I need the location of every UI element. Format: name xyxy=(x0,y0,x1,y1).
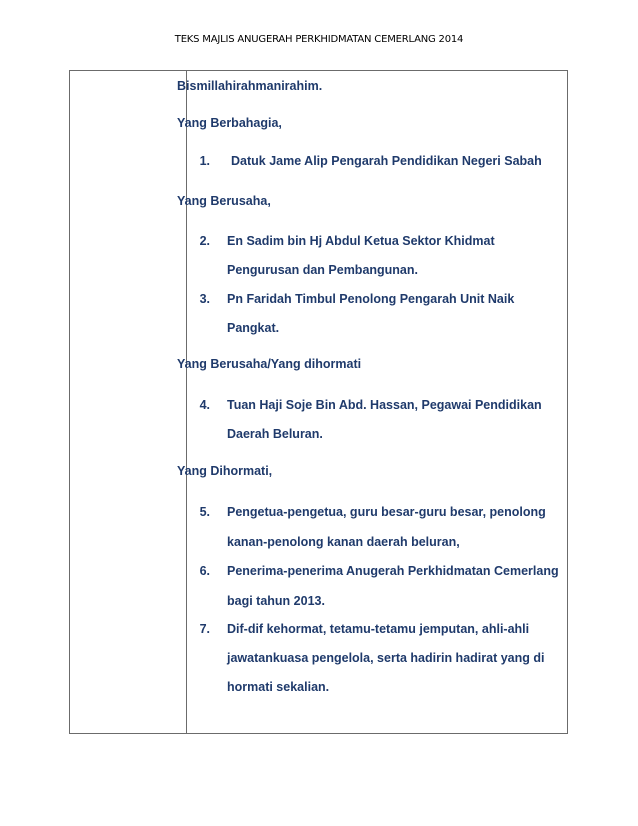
list-number: 3. xyxy=(199,292,210,306)
list-number: 4. xyxy=(199,398,210,412)
list-text: Pn Faridah Timbul Penolong Pengarah Unit Naik xyxy=(227,292,515,306)
list-number: 7. xyxy=(199,622,210,636)
list-text: Tuan Haji Soje Bin Abd. Hassan, Pegawai Pendidikan xyxy=(227,398,542,412)
column-divider xyxy=(186,71,187,733)
list-text: En Sadim bin Hj Abdul Ketua Sektor Khidmat xyxy=(227,234,495,248)
list-text: Datuk Jame Alip Pengarah Pendidikan Negeri Sabah xyxy=(231,154,542,168)
list-number: 1. xyxy=(199,154,210,168)
list-item-6-cont: bagi tahun 2013. xyxy=(227,594,325,608)
list-text: Pengetua-pengetua, guru besar-guru besar, penolong xyxy=(227,505,546,519)
list-item-2-cont: Pengurusan dan Pembangunan. xyxy=(227,263,418,277)
list-number: 6. xyxy=(199,564,210,578)
page-header: TEKS MAJLIS ANUGERAH PERKHIDMATAN CEMERLANG 2014 xyxy=(174,34,464,45)
greeting-dihormati: Yang Dihormati, xyxy=(177,464,273,478)
list-text: Dif-dif kehormat, tetamu-tetamu jemputan, ahli-ahli xyxy=(227,622,530,636)
list-item-3-cont: Pangkat. xyxy=(227,321,280,335)
speech-table xyxy=(69,70,568,734)
opening-line: Bismillahirahmanirahim. xyxy=(177,79,323,93)
list-item-7-cont: hormati sekalian. xyxy=(227,680,330,694)
greeting-berusaha-dihormati: Yang Berusaha/Yang dihormati xyxy=(177,357,362,371)
greeting-berbahagia: Yang Berbahagia, xyxy=(177,116,282,130)
list-number: 5. xyxy=(199,505,210,519)
list-item-4-cont: Daerah Beluran. xyxy=(227,427,323,441)
list-item-7-cont: jawatankuasa pengelola, serta hadirin hadirat yang di xyxy=(227,651,545,665)
list-text: Penerima-penerima Anugerah Perkhidmatan Cemerlang xyxy=(227,564,559,578)
list-number: 2. xyxy=(199,234,210,248)
list-item-5-cont: kanan-penolong kanan daerah beluran, xyxy=(227,535,460,549)
greeting-berusaha: Yang Berusaha, xyxy=(177,194,271,208)
